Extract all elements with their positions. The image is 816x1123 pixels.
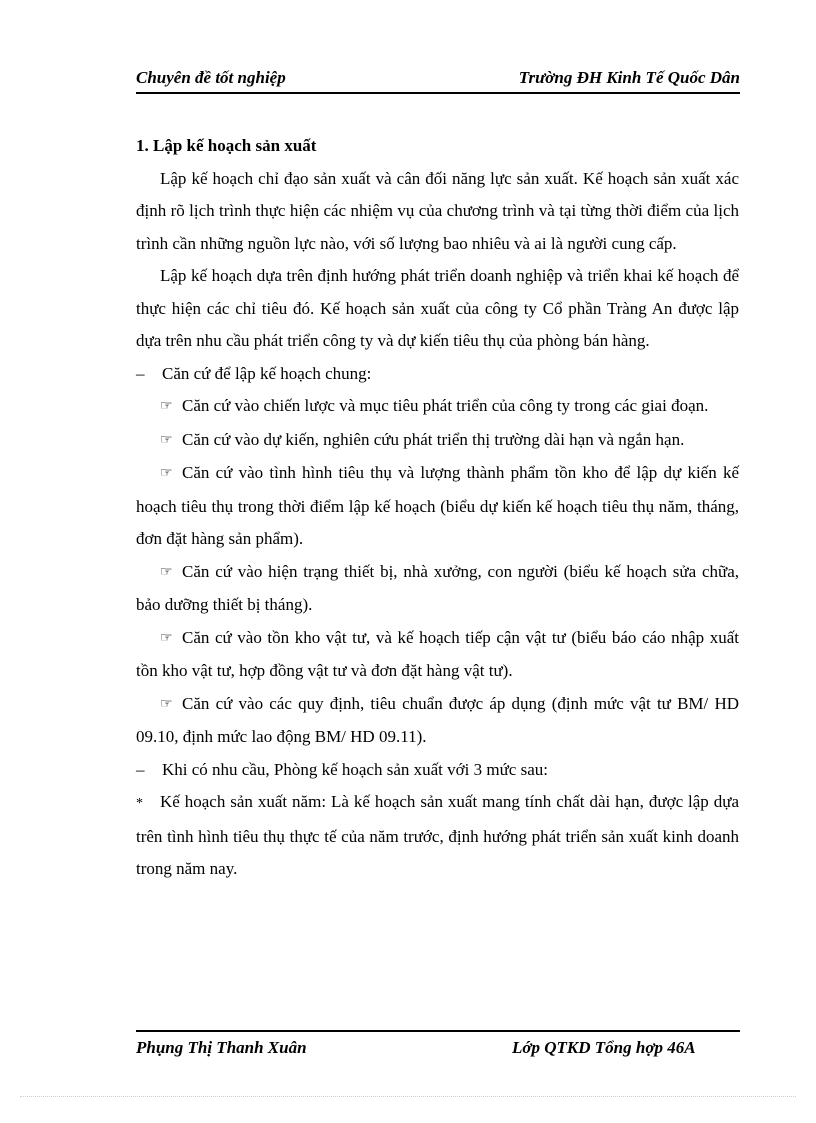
document-body <box>136 130 739 886</box>
page-footer <box>136 1030 740 1064</box>
hand-pointing-icon: ☞ <box>160 399 173 414</box>
star-item-text: Kế hoạch sản xuất năm: Là kế hoạch sản xuất mang tính chất dài hạn, được lập dựa trên tình hình tiêu thụ thực tế của năm trước, định hướng phát triển sản xuất kinh doanh trong năm nay. <box>136 792 739 878</box>
bullet-item <box>136 457 739 556</box>
bullet-item <box>136 622 739 688</box>
dash-list-item <box>136 358 739 391</box>
footer-class: Lớp QTKD Tổng hợp 46A <box>512 1038 696 1057</box>
page-header <box>136 66 740 94</box>
bullet-item <box>136 424 739 458</box>
bullet-text: Căn cứ vào chiến lược và mục tiêu phát triển của công ty trong các giai đoạn. <box>182 396 709 415</box>
bullet-text: Căn cứ vào các quy định, tiêu chuẩn được áp dụng (định mức vật tư BM/ HD 09.10, định mức lao động BM/ HD 09.11). <box>136 693 739 746</box>
dash-mark: – <box>136 759 145 779</box>
dash-list-item <box>136 754 739 787</box>
section-heading: 1. Lập kế hoạch sản xuất <box>136 136 317 155</box>
hand-pointing-icon: ☞ <box>160 432 173 448</box>
paragraph: Lập kế hoạch chỉ đạo sản xuất và cân đối năng lực sản xuất. Kế hoạch sản xuất xác định rõ lịch trình thực hiện các nhiệm vụ của chương trình và tại từng thời điểm của lịch trình cần những nguồn lực nào, với số lượng bao nhiêu và ai là người cung cấp. <box>136 168 739 253</box>
hand-pointing-icon: ☞ <box>160 630 173 646</box>
bullet-item <box>136 556 739 622</box>
star-list-item <box>136 786 739 886</box>
bullet-item <box>136 688 739 754</box>
header-right-title: Trường ĐH Kinh Tế Quốc Dân <box>518 68 740 87</box>
bullet-text: Căn cứ vào hiện trạng thiết bị, nhà xưởng, con người (biểu kế hoạch sửa chữa, bảo dưỡng thiết bị tháng). <box>136 561 739 614</box>
footer-author: Phụng Thị Thanh Xuân <box>136 1038 307 1057</box>
bullet-text: Căn cứ vào tồn kho vật tư, và kế hoạch tiếp cận vật tư (biểu báo cáo nhập xuất tồn kho vật tư, hợp đồng vật tư và đơn đặt hàng vật tư). <box>136 627 739 680</box>
hand-pointing-icon: ☞ <box>160 564 173 580</box>
hand-pointing-icon: ☞ <box>160 466 173 481</box>
dash-item-text: Căn cứ để lập kế hoạch chung: <box>162 363 372 383</box>
page-bottom-divider <box>20 1096 796 1097</box>
hand-pointing-icon: ☞ <box>160 696 173 712</box>
bullet-item <box>136 390 739 424</box>
star-mark: * <box>136 796 143 811</box>
dash-mark: – <box>136 363 145 383</box>
bullet-text: Căn cứ vào tình hình tiêu thụ và lượng thành phẩm tồn kho để lập dự kiến kế hoạch tiêu thụ trong thời điểm lập kế hoạch (biểu dự kiến kế hoạch tiêu thụ năm, tháng, đơn đặt hàng sản phẩm). <box>136 463 739 548</box>
dash-item-text: Khi có nhu cầu, Phòng kế hoạch sản xuất với 3 mức sau: <box>162 759 548 779</box>
paragraph: Lập kế hoạch dựa trên định hướng phát triển doanh nghiệp và triển khai kế hoạch để thực hiện các chỉ tiêu đó. Kế hoạch sản xuất của công ty Cổ phần Tràng An được lập dựa trên nhu cầu phát triển công ty và dự kiến tiêu thụ của phòng bán hàng. <box>136 266 739 350</box>
bullet-text: Căn cứ vào dự kiến, nghiên cứu phát triển thị trường dài hạn và ngắn hạn. <box>182 429 685 449</box>
header-left-title: Chuyên đề tốt nghiệp <box>136 68 286 87</box>
